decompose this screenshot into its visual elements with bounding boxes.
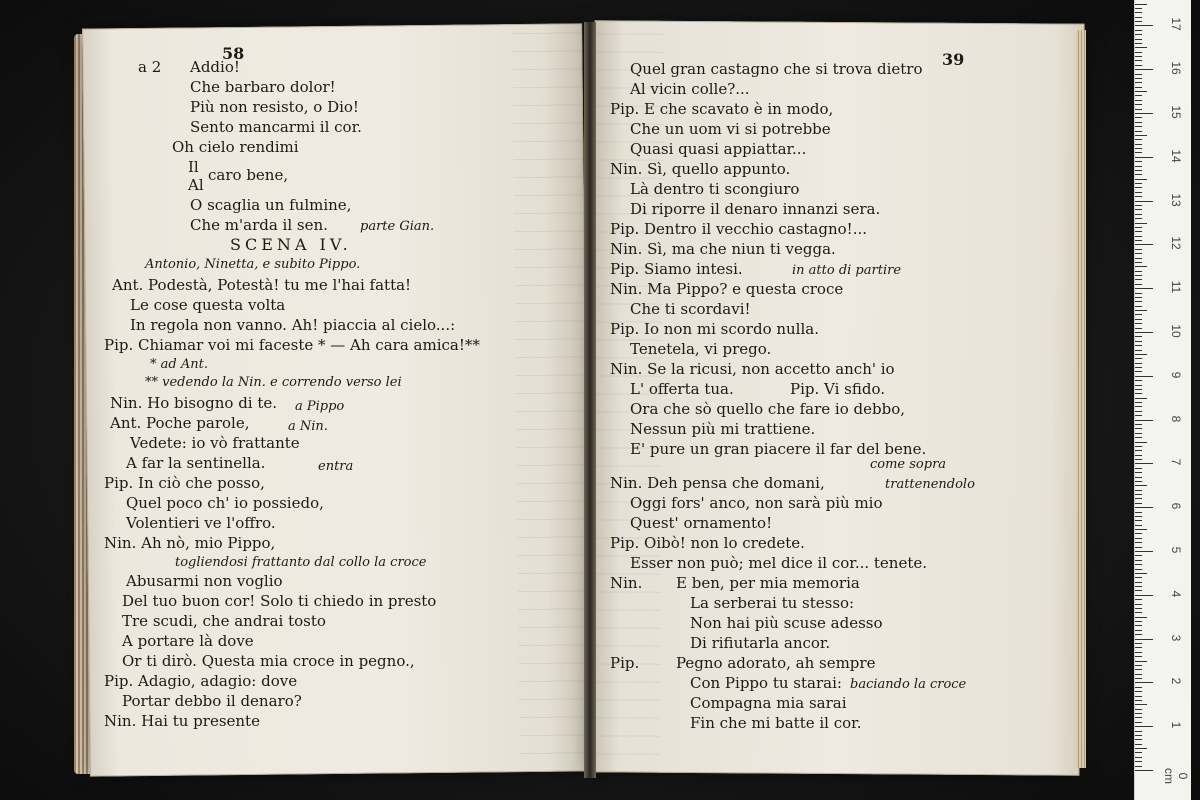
left-page-text-line: Nin. Ho bisogno di te. xyxy=(110,394,278,412)
ruler-tick xyxy=(1135,656,1142,657)
right-page-text-line: Che ti scordavi! xyxy=(630,300,751,318)
ruler-tick xyxy=(1135,161,1142,162)
ruler-tick xyxy=(1135,279,1142,280)
ruler-tick xyxy=(1135,135,1147,136)
left-page-text-line: Nin. Ah nò, mio Pippo, xyxy=(104,534,276,552)
right-page-text-line: Nin. Deh pensa che domani, xyxy=(610,474,825,492)
ruler-tick xyxy=(1135,520,1142,521)
ruler-tick xyxy=(1135,139,1142,140)
ruler-tick xyxy=(1135,661,1147,662)
left-page-text-line: O scaglia un fulmine, xyxy=(190,196,352,214)
ruler-tick xyxy=(1135,433,1142,434)
ruler-tick xyxy=(1135,69,1153,70)
right-page-text-line: Compagna mia sarai xyxy=(690,694,847,712)
ruler-tick xyxy=(1135,498,1142,499)
ruler-tick xyxy=(1135,218,1142,219)
ruler-tick xyxy=(1135,157,1153,158)
right-page-text-line: Quasi quasi appiattar... xyxy=(630,140,807,158)
right-page-text-line: Nin. Sì, ma che niun ti vegga. xyxy=(610,240,836,258)
ruler-tick xyxy=(1135,288,1153,289)
ruler-tick xyxy=(1135,739,1142,740)
page-number-right: 39 xyxy=(942,50,965,69)
right-page-edges xyxy=(1076,30,1086,768)
ruler-tick xyxy=(1135,174,1142,175)
ruler-number: 10 xyxy=(1169,324,1183,338)
left-page-text-line: Ant. Poche parole, xyxy=(110,414,250,432)
ruler-tick xyxy=(1135,485,1147,486)
left-page-text-line: Vedete: io vò frattante xyxy=(130,434,300,452)
ruler-tick xyxy=(1135,420,1153,421)
ruler-tick xyxy=(1135,647,1142,648)
ruler-tick xyxy=(1135,310,1147,311)
ruler-tick xyxy=(1135,669,1142,670)
left-page-text-line: Del tuo buon cor! Solo ti chiedo in presto xyxy=(122,592,437,610)
page-number-left: 58 xyxy=(222,44,245,63)
left-page-text-line: Quel poco ch' io possiedo, xyxy=(126,494,324,512)
left-page-text-line: Le cose questa volta xyxy=(130,296,286,314)
ruler-tick xyxy=(1135,766,1142,767)
right-page-text-line: Quel gran castagno che si trova dietro xyxy=(630,60,923,78)
left-page-text-line: Pip. Adagio, adagio: dove xyxy=(104,672,298,690)
ruler-tick xyxy=(1135,345,1142,346)
ruler-tick xyxy=(1135,350,1142,351)
ruler-tick xyxy=(1135,328,1142,329)
ruler-tick xyxy=(1135,385,1142,386)
ruler-tick xyxy=(1135,78,1142,79)
ruler-tick xyxy=(1135,428,1142,429)
ruler-tick xyxy=(1135,735,1142,736)
ruler-number: 14 xyxy=(1169,149,1183,163)
right-page-text-line: baciando la croce xyxy=(850,677,967,692)
ruler-tick xyxy=(1135,152,1142,153)
right-page-text-line: Là dentro ti scongiuro xyxy=(630,180,800,198)
ruler-tick xyxy=(1135,582,1142,583)
right-page-text-line: Nin. Se la ricusi, non accetto anch' io xyxy=(610,360,895,378)
ruler-tick xyxy=(1135,621,1142,622)
ruler-tick xyxy=(1135,577,1142,578)
ruler-tick xyxy=(1135,183,1142,184)
ruler-tick xyxy=(1135,297,1142,298)
right-page-text-line: Con Pippo tu starai: xyxy=(690,674,842,692)
ruler-tick xyxy=(1135,262,1142,263)
ruler-tick xyxy=(1135,560,1142,561)
ruler-number: 3 xyxy=(1169,634,1183,641)
ruler-tick xyxy=(1135,713,1142,714)
ruler-tick xyxy=(1135,74,1142,75)
left-page-text-line: togliendosi frattanto dal collo la croce xyxy=(175,555,427,570)
ruler-tick xyxy=(1135,284,1142,285)
ruler-tick xyxy=(1135,604,1142,605)
ruler-tick xyxy=(1135,34,1142,35)
bleed-through xyxy=(512,23,590,772)
ruler-tick xyxy=(1135,87,1142,88)
right-page-text-line: Nessun più mi trattiene. xyxy=(630,420,816,438)
right-page-text-line: in atto di partire xyxy=(792,263,902,278)
right-page-text-line: Pip. Vi sfido. xyxy=(790,380,886,398)
ruler-tick xyxy=(1135,104,1142,105)
ruler-tick xyxy=(1135,415,1142,416)
ruler-tick xyxy=(1135,450,1142,451)
ruler-tick xyxy=(1135,371,1142,372)
ruler-tick xyxy=(1135,731,1142,732)
ruler-tick xyxy=(1135,100,1142,101)
right-page-text-line: Pip. Siamo intesi. xyxy=(610,260,743,278)
ruler-tick xyxy=(1135,700,1142,701)
ruler-number: 8 xyxy=(1169,415,1183,422)
ruler-tick xyxy=(1135,678,1142,679)
ruler-tick xyxy=(1135,358,1142,359)
ruler-tick xyxy=(1135,696,1142,697)
left-page-text-line: entra xyxy=(318,459,354,474)
ruler-tick xyxy=(1135,43,1142,44)
left-page-text-line: * ad Ant. xyxy=(150,357,208,372)
ruler-tick xyxy=(1135,625,1142,626)
ruler-tick xyxy=(1135,21,1142,22)
ruler-number: 2 xyxy=(1169,678,1183,685)
ruler-tick xyxy=(1135,109,1142,110)
ruler-tick xyxy=(1135,402,1142,403)
left-page-text-line: Che m'arda il sen. xyxy=(190,216,328,234)
ruler-tick xyxy=(1135,630,1142,631)
right-page-text-line: come sopra xyxy=(870,457,947,472)
left-page-text-line: SCENA IV. xyxy=(230,235,352,254)
ruler-tick xyxy=(1135,209,1142,210)
ruler-tick xyxy=(1135,376,1153,377)
ruler-tick xyxy=(1135,463,1153,464)
ruler-tick xyxy=(1135,205,1142,206)
right-page-text-line: Di riporre il denaro innanzi sera. xyxy=(630,200,881,218)
ruler-tick xyxy=(1135,131,1142,132)
ruler-tick xyxy=(1135,166,1142,167)
ruler-tick xyxy=(1135,599,1142,600)
ruler-tick xyxy=(1135,363,1142,364)
left-page-text-line: parte Gian. xyxy=(360,219,435,234)
ruler-tick xyxy=(1135,236,1142,237)
left-page-text-line: Il xyxy=(188,158,199,176)
ruler-tick xyxy=(1135,608,1142,609)
ruler-tick xyxy=(1135,117,1142,118)
left-page-text-line: a Pippo xyxy=(295,399,345,414)
ruler-tick xyxy=(1135,717,1142,718)
ruler-tick xyxy=(1135,617,1147,618)
ruler-tick xyxy=(1135,170,1142,171)
left-page-text-line: Abusarmi non voglio xyxy=(126,572,283,590)
right-page-text-line: Oggi fors' anco, non sarà più mio xyxy=(630,494,883,512)
ruler-tick xyxy=(1135,533,1142,534)
ruler-tick xyxy=(1135,201,1153,202)
ruler-tick xyxy=(1135,148,1142,149)
ruler-tick xyxy=(1135,56,1142,57)
ruler-tick xyxy=(1135,240,1142,241)
ruler-tick xyxy=(1135,314,1142,315)
ruler-tick xyxy=(1135,551,1153,552)
ruler-tick xyxy=(1135,12,1142,13)
ruler-tick xyxy=(1135,91,1147,92)
ruler-tick xyxy=(1135,555,1142,556)
left-page-text-line: Nin. Hai tu presente xyxy=(104,712,260,730)
ruler-tick xyxy=(1135,275,1142,276)
ruler-number: 1 xyxy=(1169,721,1183,729)
left-page-text-line: Volentieri ve l'offro. xyxy=(126,514,276,532)
right-page-text-line: L' offerta tua. xyxy=(630,380,734,398)
ruler-tick xyxy=(1135,639,1153,640)
ruler-tick xyxy=(1135,490,1142,491)
ruler-tick xyxy=(1135,65,1142,66)
ruler-tick xyxy=(1135,227,1142,228)
ruler-tick xyxy=(1135,95,1142,96)
ruler-tick xyxy=(1135,507,1153,508)
ruler-number: 4 xyxy=(1169,590,1183,598)
ruler-tick xyxy=(1135,393,1142,394)
ruler-tick xyxy=(1135,569,1142,570)
ruler-tick xyxy=(1135,4,1147,5)
right-page-text-line: Pegno adorato, ah sempre xyxy=(676,654,876,672)
ruler-tick xyxy=(1135,547,1142,548)
ruler-tick xyxy=(1135,223,1147,224)
ruler-tick xyxy=(1135,674,1142,675)
left-page-text-line: Or ti dirò. Questa mia croce in pegno., xyxy=(122,652,415,670)
ruler-tick xyxy=(1135,442,1147,443)
ruler-tick xyxy=(1135,437,1142,438)
ruler-tick xyxy=(1135,652,1142,653)
ruler-tick xyxy=(1135,398,1147,399)
ruler-tick xyxy=(1135,516,1142,517)
ruler-number: 6 xyxy=(1169,502,1183,510)
ruler-tick xyxy=(1135,761,1142,762)
ruler-tick xyxy=(1135,503,1142,504)
right-page-text-line: Pip. Io non mi scordo nulla. xyxy=(610,320,819,338)
ruler-tick xyxy=(1135,411,1142,412)
right-page-text-line: Pip. Dentro il vecchio castagno!... xyxy=(610,220,867,238)
ruler-tick xyxy=(1135,319,1142,320)
ruler-tick xyxy=(1135,8,1142,9)
ruler-tick xyxy=(1135,744,1142,745)
right-page-text-line: E ben, per mia memoria xyxy=(676,574,860,592)
ruler-number: 12 xyxy=(1169,236,1183,251)
book-gutter xyxy=(584,22,596,778)
ruler-tick xyxy=(1135,529,1147,530)
left-page-text-line: ** vedendo la Nin. e correndo verso lei xyxy=(145,375,402,390)
right-page-text-line: Nin. Sì, quello appunto. xyxy=(610,160,791,178)
left-page-text-line: Portar debbo il denaro? xyxy=(122,692,302,710)
ruler-tick xyxy=(1135,726,1153,727)
right-page-text-line: Pip. xyxy=(610,654,640,672)
ruler-tick xyxy=(1135,538,1142,539)
right-page-text-line: La serberai tu stesso: xyxy=(690,594,855,612)
left-page-text-line: Al xyxy=(188,176,204,194)
ruler-tick xyxy=(1135,455,1142,456)
ruler-tick xyxy=(1135,25,1153,26)
ruler-tick xyxy=(1135,113,1153,114)
left-page-text-line: Tre scudi, che andrai tosto xyxy=(122,612,326,630)
ruler-tick xyxy=(1135,380,1142,381)
ruler-tick xyxy=(1135,126,1142,127)
left-page-text-line: Che barbaro dolor! xyxy=(190,78,336,96)
right-page-text-line: E' pure un gran piacere il far del bene. xyxy=(630,440,927,458)
ruler-tick xyxy=(1135,590,1142,591)
ruler-tick xyxy=(1135,258,1142,259)
ruler-tick xyxy=(1135,424,1142,425)
left-page-text-line: Più non resisto, o Dio! xyxy=(190,98,359,116)
ruler-tick xyxy=(1135,542,1142,543)
ruler-tick xyxy=(1135,586,1142,587)
ruler-tick xyxy=(1135,770,1153,771)
right-page-text-line: Al vicin colle?... xyxy=(630,80,750,98)
ruler-number: 9 xyxy=(1169,371,1183,379)
ruler-tick xyxy=(1135,406,1142,407)
ruler-number: 16 xyxy=(1169,61,1183,75)
ruler-number: 15 xyxy=(1169,105,1183,119)
ruler-tick xyxy=(1135,687,1142,688)
right-page-text-line: trattenendolo xyxy=(885,477,975,492)
right-page-text-line: Ora che sò quello che fare io debbo, xyxy=(630,400,906,418)
ruler-tick xyxy=(1135,704,1147,705)
ruler-tick xyxy=(1135,367,1142,368)
ruler-tick xyxy=(1135,525,1142,526)
ruler-tick xyxy=(1135,266,1147,267)
ruler-tick xyxy=(1135,481,1142,482)
ruler-tick xyxy=(1135,612,1142,613)
ruler-tick xyxy=(1135,573,1147,574)
ruler-tick xyxy=(1135,446,1142,447)
ruler-tick xyxy=(1135,323,1142,324)
left-page-text-line: a 2 xyxy=(138,58,162,76)
ruler-tick xyxy=(1135,643,1142,644)
ruler-tick xyxy=(1135,39,1142,40)
ruler-tick xyxy=(1135,336,1142,337)
left-page-text-line: Addio! xyxy=(190,58,240,76)
ruler-tick xyxy=(1135,494,1142,495)
ruler-tick xyxy=(1135,249,1142,250)
right-page-text-line: Non hai più scuse adesso xyxy=(690,614,883,632)
left-page-text-line: a Nin. xyxy=(288,419,328,434)
ruler-number: 17 xyxy=(1169,17,1183,32)
left-page-text-line: Pip. Chiamar voi mi faceste * — Ah cara amica!** xyxy=(104,336,480,354)
ruler-tick xyxy=(1135,748,1147,749)
ruler-number: 7 xyxy=(1169,459,1183,466)
ruler-tick xyxy=(1135,512,1142,513)
ruler-tick xyxy=(1135,389,1142,390)
ruler-tick xyxy=(1135,214,1142,215)
ruler-tick xyxy=(1135,231,1142,232)
ruler-tick xyxy=(1135,752,1142,753)
right-page-text-line: Fin che mi batte il cor. xyxy=(690,714,862,732)
ruler-tick xyxy=(1135,301,1142,302)
left-page-text-line: In regola non vanno. Ah! piaccia al cielo...: xyxy=(130,316,456,334)
left-page-text-line: caro bene, xyxy=(208,166,289,184)
ruler-tick xyxy=(1135,468,1142,469)
ruler-tick xyxy=(1135,354,1147,355)
ruler-tick xyxy=(1135,472,1142,473)
right-page-text-line: Esser non può; mel dice il cor... tenete. xyxy=(630,554,928,572)
ruler-tick xyxy=(1135,47,1147,48)
left-page-text-line: A far la sentinella. xyxy=(126,454,266,472)
ruler-tick xyxy=(1135,271,1142,272)
ruler-tick xyxy=(1135,306,1142,307)
ruler-tick xyxy=(1135,332,1153,333)
ruler-tick xyxy=(1135,60,1142,61)
ruler-tick xyxy=(1135,293,1142,294)
ruler-tick xyxy=(1135,122,1142,123)
ruler-tick xyxy=(1135,757,1142,758)
ruler-tick xyxy=(1135,722,1142,723)
ruler-tick xyxy=(1135,634,1142,635)
ruler-number: 11 xyxy=(1169,280,1183,294)
ruler-tick xyxy=(1135,595,1153,596)
ruler-tick xyxy=(1135,459,1142,460)
measurement-ruler xyxy=(1134,0,1191,800)
right-page-text-line: Che un uom vi si potrebbe xyxy=(630,120,831,138)
ruler-tick xyxy=(1135,82,1142,83)
ruler-tick xyxy=(1135,691,1142,692)
ruler-tick xyxy=(1135,17,1142,18)
ruler-tick xyxy=(1135,179,1147,180)
left-page-text-line: Oh cielo rendimi xyxy=(172,138,299,156)
right-page-text-line: Pip. E che scavato è in modo, xyxy=(610,100,834,118)
right-page-text-line: Quest' ornamento! xyxy=(630,514,773,532)
right-page-text-line: Nin. Ma Pippo? e questa croce xyxy=(610,280,844,298)
ruler-tick xyxy=(1135,709,1142,710)
right-page-text-line: Tenetela, vi prego. xyxy=(630,340,772,358)
left-page-text-line: Ant. Podestà, Potestà! tu me l'hai fatta! xyxy=(112,276,412,294)
left-page-text-line: Sento mancarmi il cor. xyxy=(190,118,362,136)
right-page-text-line: Nin. xyxy=(610,574,643,592)
ruler-tick xyxy=(1135,682,1153,683)
ruler-tick xyxy=(1135,341,1142,342)
ruler-tick xyxy=(1135,564,1142,565)
ruler-tick xyxy=(1135,144,1142,145)
right-page-text-line: Pip. Oibò! non lo credete. xyxy=(610,534,805,552)
ruler-number: 0 cm xyxy=(1162,768,1190,784)
ruler-tick xyxy=(1135,477,1142,478)
ruler-tick xyxy=(1135,187,1142,188)
left-page-text-line: Pip. In ciò che posso, xyxy=(104,474,265,492)
ruler-tick xyxy=(1135,192,1142,193)
left-page-text-line: Antonio, Ninetta, e subito Pippo. xyxy=(145,257,361,272)
right-page-text-line: Di rifiutarla ancor. xyxy=(690,634,831,652)
ruler-tick xyxy=(1135,52,1142,53)
ruler-number: 13 xyxy=(1169,192,1183,207)
ruler-tick xyxy=(1135,253,1142,254)
ruler-tick xyxy=(1135,665,1142,666)
ruler-tick xyxy=(1135,244,1153,245)
ruler-tick xyxy=(1135,196,1142,197)
left-page-text-line: A portare là dove xyxy=(122,632,254,650)
ruler-number: 5 xyxy=(1169,546,1183,554)
ruler-tick xyxy=(1135,30,1142,31)
